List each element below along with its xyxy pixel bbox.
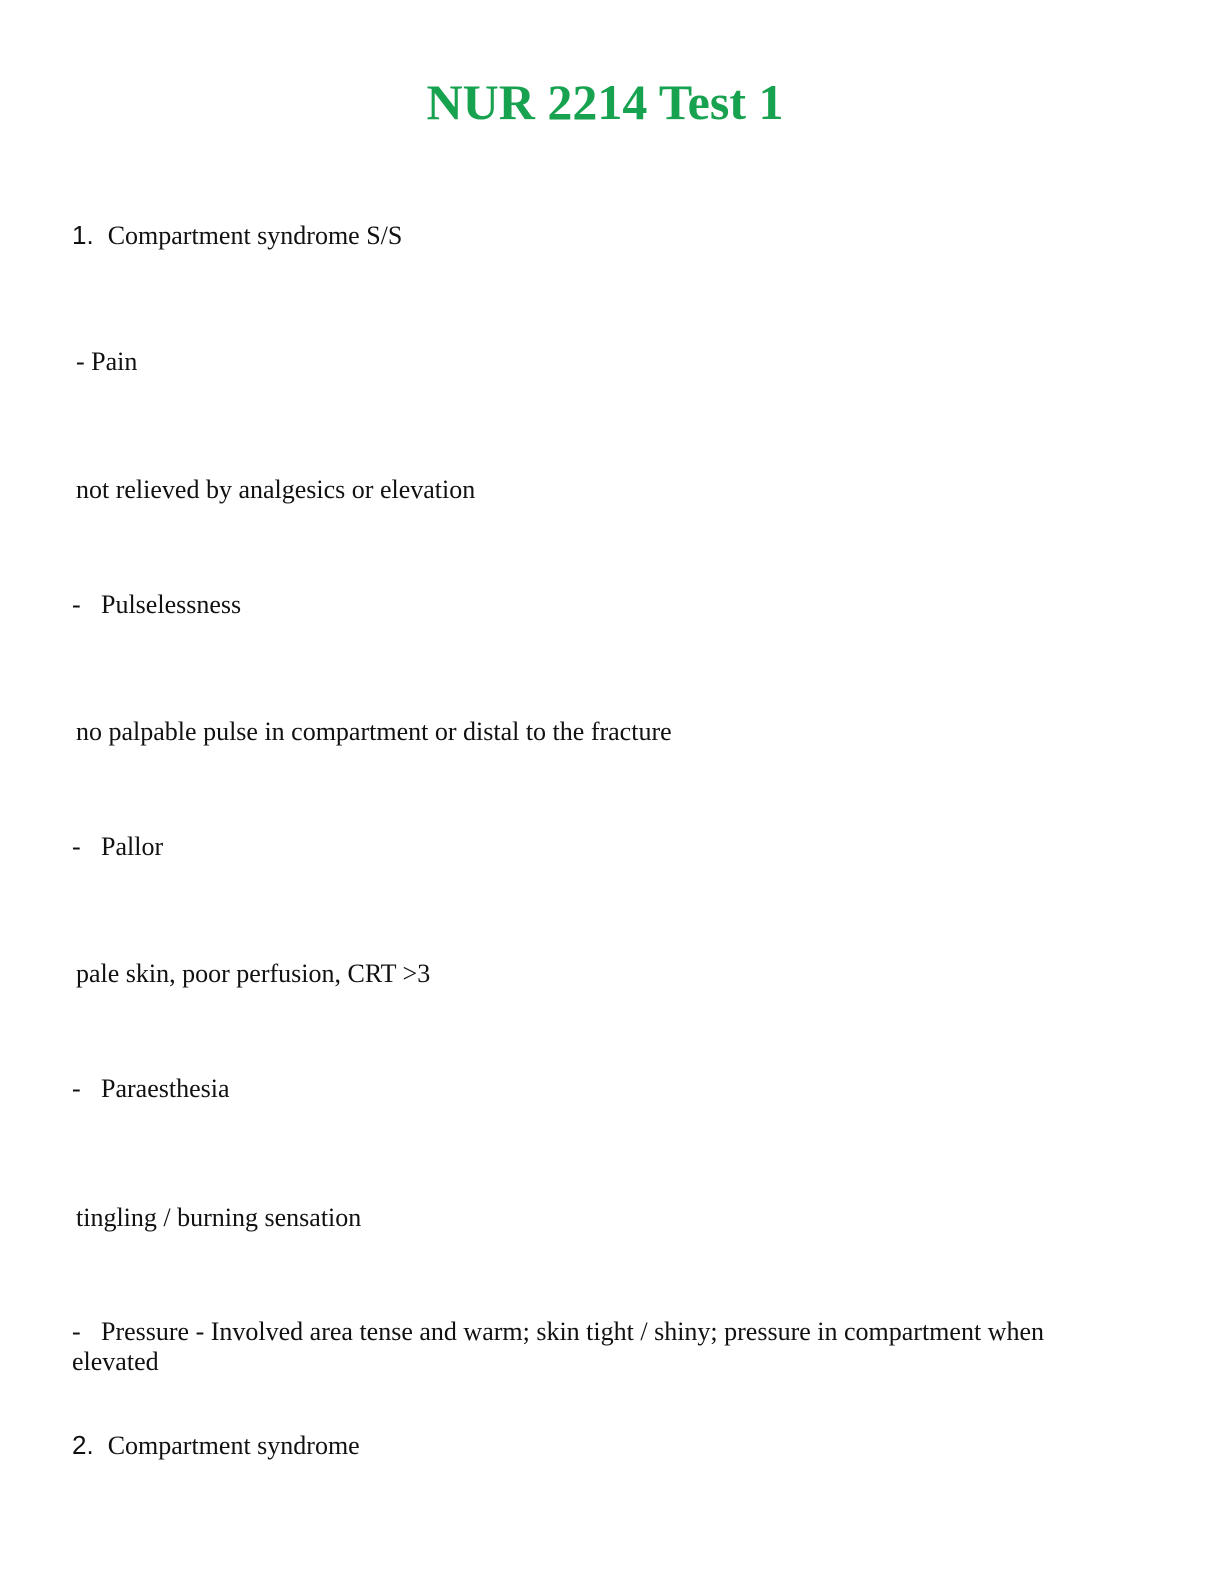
- sign-paraesthesia: [72, 1074, 230, 1104]
- bullet-dash: -: [72, 1074, 81, 1103]
- sign-pain-description: not relieved by analgesics or elevation: [76, 475, 476, 504]
- question-2: [72, 1430, 360, 1461]
- sign-pressure-text: Pressure - Involved area tense and warm; skin tight / shiny; pressure in compartment when elevated: [72, 1317, 1044, 1376]
- question-text: Compartment syndrome S/S: [107, 221, 403, 250]
- sign-pallor-description: pale skin, poor perfusion, CRT >3: [76, 959, 431, 988]
- question-number: 1.: [72, 220, 94, 250]
- question-text: Compartment syndrome: [107, 1431, 360, 1460]
- sign-pallor: [72, 832, 163, 862]
- sign-label: Pulselessness: [101, 590, 242, 619]
- page-title: NUR 2214 Test 1: [426, 74, 784, 130]
- question-1: [72, 220, 402, 251]
- sign-pain: - Pain: [76, 347, 138, 376]
- sign-label: Paraesthesia: [101, 1074, 230, 1103]
- bullet-dash: -: [72, 1317, 81, 1346]
- sign-label: Pallor: [101, 832, 164, 861]
- bullet-dash: -: [72, 832, 81, 861]
- question-number: 2.: [72, 1430, 94, 1460]
- bullet-dash: -: [72, 590, 81, 619]
- sign-pulselessness-description: no palpable pulse in compartment or distal to the fracture: [76, 717, 672, 746]
- sign-paraesthesia-description: tingling / burning sensation: [76, 1203, 362, 1232]
- sign-pressure: [72, 1317, 1112, 1377]
- sign-pulselessness: [72, 590, 241, 620]
